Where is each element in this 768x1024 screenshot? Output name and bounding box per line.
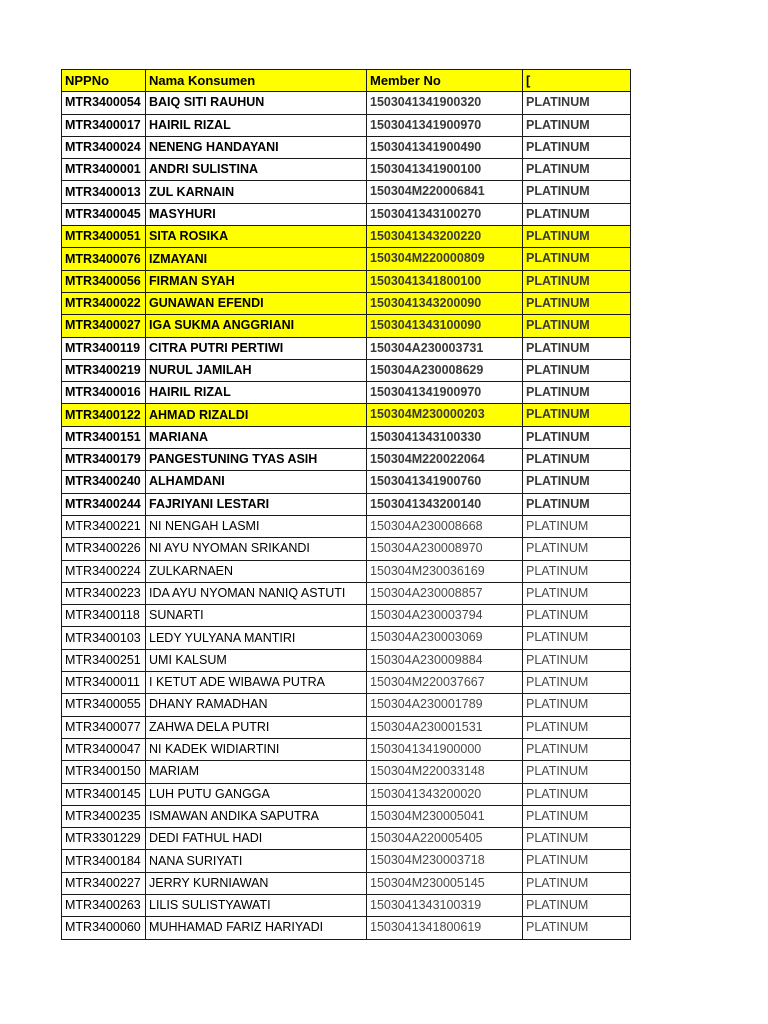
cell-nppno: MTR3400224 <box>62 560 146 582</box>
cell-nppno: MTR3400022 <box>62 292 146 314</box>
table-row <box>62 783 631 805</box>
table-row <box>62 805 631 827</box>
cell-nppno: MTR3400103 <box>62 627 146 649</box>
cell-level: PLATINUM <box>523 649 631 671</box>
cell-member-no: 150304M220022064 <box>367 449 523 471</box>
cell-nama-konsumen: DHANY RAMADHAN <box>146 694 367 716</box>
table-row <box>62 917 631 939</box>
table-row <box>62 337 631 359</box>
cell-nppno: MTR3400001 <box>62 159 146 181</box>
table-row <box>62 315 631 337</box>
cell-member-no: 150304A220005405 <box>367 828 523 850</box>
cell-nppno: MTR3400223 <box>62 582 146 604</box>
cell-nppno: MTR3400017 <box>62 114 146 136</box>
table-row <box>62 404 631 426</box>
cell-nppno: MTR3400226 <box>62 538 146 560</box>
cell-nppno: MTR3400011 <box>62 672 146 694</box>
cell-level: PLATINUM <box>523 270 631 292</box>
cell-nama-konsumen: NI NENGAH LASMI <box>146 515 367 537</box>
cell-nppno: MTR3400122 <box>62 404 146 426</box>
cell-nama-konsumen: SUNARTI <box>146 605 367 627</box>
cell-nama-konsumen: DEDI FATHUL HADI <box>146 828 367 850</box>
cell-nama-konsumen: HAIRIL RIZAL <box>146 382 367 404</box>
cell-member-no: 150304M230005145 <box>367 872 523 894</box>
cell-level: PLATINUM <box>523 605 631 627</box>
cell-member-no: 150304M220037667 <box>367 672 523 694</box>
header-member-no: Member No <box>367 70 523 92</box>
cell-nama-konsumen: ZAHWA DELA PUTRI <box>146 716 367 738</box>
cell-nppno: MTR3400221 <box>62 515 146 537</box>
table-row <box>62 649 631 671</box>
cell-nppno: MTR3400118 <box>62 605 146 627</box>
cell-nama-konsumen: MASYHURI <box>146 203 367 225</box>
cell-level: PLATINUM <box>523 181 631 203</box>
cell-nppno: MTR3400235 <box>62 805 146 827</box>
cell-member-no: 1503041341900970 <box>367 114 523 136</box>
cell-level: PLATINUM <box>523 872 631 894</box>
cell-nppno: MTR3400251 <box>62 649 146 671</box>
cell-member-no: 1503041343100270 <box>367 203 523 225</box>
cell-level: PLATINUM <box>523 471 631 493</box>
cell-nppno: MTR3400150 <box>62 761 146 783</box>
cell-nppno: MTR3400184 <box>62 850 146 872</box>
cell-nama-konsumen: FAJRIYANI LESTARI <box>146 493 367 515</box>
cell-level: PLATINUM <box>523 248 631 270</box>
table-row <box>62 359 631 381</box>
cell-nppno: MTR3400244 <box>62 493 146 515</box>
cell-level: PLATINUM <box>523 783 631 805</box>
table-row <box>62 850 631 872</box>
cell-member-no: 150304M220006841 <box>367 181 523 203</box>
cell-nama-konsumen: NENENG HANDAYANI <box>146 136 367 158</box>
cell-level: PLATINUM <box>523 159 631 181</box>
cell-nama-konsumen: MARIAM <box>146 761 367 783</box>
cell-member-no: 1503041341800100 <box>367 270 523 292</box>
cell-level: PLATINUM <box>523 761 631 783</box>
cell-nama-konsumen: FIRMAN SYAH <box>146 270 367 292</box>
cell-member-no: 1503041341800619 <box>367 917 523 939</box>
table-row <box>62 894 631 916</box>
cell-level: PLATINUM <box>523 894 631 916</box>
cell-member-no: 150304M220000809 <box>367 248 523 270</box>
cell-level: PLATINUM <box>523 203 631 225</box>
cell-nppno: MTR3400060 <box>62 917 146 939</box>
cell-level: PLATINUM <box>523 694 631 716</box>
cell-level: PLATINUM <box>523 136 631 158</box>
cell-level: PLATINUM <box>523 538 631 560</box>
table-row <box>62 248 631 270</box>
cell-nama-konsumen: ANDRI SULISTINA <box>146 159 367 181</box>
cell-nama-konsumen: AHMAD RIZALDI <box>146 404 367 426</box>
cell-nama-konsumen: LILIS SULISTYAWATI <box>146 894 367 916</box>
cell-nppno: MTR3301229 <box>62 828 146 850</box>
cell-nppno: MTR3400027 <box>62 315 146 337</box>
cell-level: PLATINUM <box>523 426 631 448</box>
cell-level: PLATINUM <box>523 292 631 314</box>
table-row <box>62 605 631 627</box>
cell-member-no: 150304A230003731 <box>367 337 523 359</box>
cell-nppno: MTR3400076 <box>62 248 146 270</box>
table-row <box>62 159 631 181</box>
table-row <box>62 426 631 448</box>
table-row <box>62 515 631 537</box>
cell-level: PLATINUM <box>523 828 631 850</box>
table-row <box>62 92 631 114</box>
cell-member-no: 150304M230000203 <box>367 404 523 426</box>
cell-level: PLATINUM <box>523 382 631 404</box>
table-row <box>62 226 631 248</box>
cell-member-no: 150304A230001789 <box>367 694 523 716</box>
cell-nppno: MTR3400145 <box>62 783 146 805</box>
table-row <box>62 560 631 582</box>
cell-nama-konsumen: IDA AYU NYOMAN NANIQ ASTUTI <box>146 582 367 604</box>
cell-nppno: MTR3400045 <box>62 203 146 225</box>
header-nama-konsumen: Nama Konsumen <box>146 70 367 92</box>
cell-nppno: MTR3400227 <box>62 872 146 894</box>
table-row <box>62 738 631 760</box>
cell-nama-konsumen: MUHHAMAD FARIZ HARIYADI <box>146 917 367 939</box>
table-row <box>62 114 631 136</box>
cell-nama-konsumen: GUNAWAN EFENDI <box>146 292 367 314</box>
cell-member-no: 150304M230003718 <box>367 850 523 872</box>
cell-nama-konsumen: ISMAWAN ANDIKA SAPUTRA <box>146 805 367 827</box>
cell-nama-konsumen: LUH PUTU GANGGA <box>146 783 367 805</box>
cell-member-no: 150304A230008668 <box>367 515 523 537</box>
cell-member-no: 1503041341900320 <box>367 92 523 114</box>
cell-member-no: 1503041343100319 <box>367 894 523 916</box>
header-row <box>62 70 631 92</box>
table-row <box>62 538 631 560</box>
table-row <box>62 828 631 850</box>
cell-member-no: 1503041343200220 <box>367 226 523 248</box>
table-row <box>62 493 631 515</box>
cell-member-no: 150304M230005041 <box>367 805 523 827</box>
cell-nppno: MTR3400054 <box>62 92 146 114</box>
cell-member-no: 150304M230036169 <box>367 560 523 582</box>
header-level: [ <box>523 70 631 92</box>
cell-level: PLATINUM <box>523 738 631 760</box>
cell-member-no: 150304A230001531 <box>367 716 523 738</box>
cell-level: PLATINUM <box>523 114 631 136</box>
cell-level: PLATINUM <box>523 805 631 827</box>
cell-nppno: MTR3400240 <box>62 471 146 493</box>
cell-nppno: MTR3400013 <box>62 181 146 203</box>
cell-nama-konsumen: ZULKARNAEN <box>146 560 367 582</box>
cell-nama-konsumen: UMI KALSUM <box>146 649 367 671</box>
cell-nama-konsumen: NANA SURIYATI <box>146 850 367 872</box>
table-row <box>62 136 631 158</box>
cell-nama-konsumen: ALHAMDANI <box>146 471 367 493</box>
cell-level: PLATINUM <box>523 672 631 694</box>
cell-member-no: 150304A230008857 <box>367 582 523 604</box>
cell-member-no: 150304A230003794 <box>367 605 523 627</box>
table-row <box>62 694 631 716</box>
cell-level: PLATINUM <box>523 515 631 537</box>
cell-nama-konsumen: I KETUT ADE WIBAWA PUTRA <box>146 672 367 694</box>
cell-nama-konsumen: SITA ROSIKA <box>146 226 367 248</box>
cell-nama-konsumen: IZMAYANI <box>146 248 367 270</box>
cell-nama-konsumen: MARIANA <box>146 426 367 448</box>
cell-level: PLATINUM <box>523 917 631 939</box>
cell-level: PLATINUM <box>523 359 631 381</box>
cell-member-no: 1503041343100330 <box>367 426 523 448</box>
cell-level: PLATINUM <box>523 850 631 872</box>
cell-nama-konsumen: CITRA PUTRI PERTIWI <box>146 337 367 359</box>
cell-nama-konsumen: NI KADEK WIDIARTINI <box>146 738 367 760</box>
cell-member-no: 150304A230008629 <box>367 359 523 381</box>
cell-level: PLATINUM <box>523 226 631 248</box>
cell-nppno: MTR3400016 <box>62 382 146 404</box>
table-row <box>62 872 631 894</box>
table-row <box>62 181 631 203</box>
member-table <box>61 69 631 940</box>
cell-level: PLATINUM <box>523 493 631 515</box>
cell-nama-konsumen: ZUL KARNAIN <box>146 181 367 203</box>
cell-nppno: MTR3400024 <box>62 136 146 158</box>
table-row <box>62 449 631 471</box>
cell-nama-konsumen: HAIRIL RIZAL <box>146 114 367 136</box>
cell-member-no: 1503041343100090 <box>367 315 523 337</box>
table-row <box>62 672 631 694</box>
cell-level: PLATINUM <box>523 404 631 426</box>
table-row <box>62 716 631 738</box>
table-row <box>62 761 631 783</box>
cell-nppno: MTR3400151 <box>62 426 146 448</box>
cell-level: PLATINUM <box>523 716 631 738</box>
cell-level: PLATINUM <box>523 92 631 114</box>
cell-level: PLATINUM <box>523 560 631 582</box>
cell-member-no: 1503041341900100 <box>367 159 523 181</box>
cell-member-no: 1503041343200090 <box>367 292 523 314</box>
table-row <box>62 382 631 404</box>
cell-nppno: MTR3400051 <box>62 226 146 248</box>
cell-member-no: 150304A230003069 <box>367 627 523 649</box>
cell-member-no: 150304A230009884 <box>367 649 523 671</box>
table-row <box>62 292 631 314</box>
cell-nppno: MTR3400179 <box>62 449 146 471</box>
cell-nppno: MTR3400219 <box>62 359 146 381</box>
cell-level: PLATINUM <box>523 449 631 471</box>
cell-level: PLATINUM <box>523 582 631 604</box>
cell-member-no: 1503041341900970 <box>367 382 523 404</box>
cell-nppno: MTR3400055 <box>62 694 146 716</box>
cell-member-no: 1503041343200140 <box>367 493 523 515</box>
cell-nama-konsumen: PANGESTUNING TYAS ASIH <box>146 449 367 471</box>
cell-nppno: MTR3400056 <box>62 270 146 292</box>
cell-nppno: MTR3400077 <box>62 716 146 738</box>
cell-member-no: 1503041341900490 <box>367 136 523 158</box>
cell-nama-konsumen: NURUL JAMILAH <box>146 359 367 381</box>
table-row <box>62 471 631 493</box>
cell-nama-konsumen: NI AYU NYOMAN SRIKANDI <box>146 538 367 560</box>
cell-level: PLATINUM <box>523 337 631 359</box>
cell-nama-konsumen: LEDY YULYANA MANTIRI <box>146 627 367 649</box>
cell-member-no: 1503041341900760 <box>367 471 523 493</box>
cell-member-no: 150304M220033148 <box>367 761 523 783</box>
table-row <box>62 270 631 292</box>
header-nppno: NPPNo <box>62 70 146 92</box>
cell-nppno: MTR3400119 <box>62 337 146 359</box>
cell-member-no: 150304A230008970 <box>367 538 523 560</box>
table-row <box>62 203 631 225</box>
cell-nama-konsumen: BAIQ SITI RAUHUN <box>146 92 367 114</box>
cell-member-no: 1503041341900000 <box>367 738 523 760</box>
cell-nppno: MTR3400047 <box>62 738 146 760</box>
cell-nppno: MTR3400263 <box>62 894 146 916</box>
table-row <box>62 627 631 649</box>
cell-nama-konsumen: JERRY KURNIAWAN <box>146 872 367 894</box>
table-row <box>62 582 631 604</box>
cell-member-no: 1503041343200020 <box>367 783 523 805</box>
cell-level: PLATINUM <box>523 315 631 337</box>
cell-nama-konsumen: IGA SUKMA ANGGRIANI <box>146 315 367 337</box>
cell-level: PLATINUM <box>523 627 631 649</box>
